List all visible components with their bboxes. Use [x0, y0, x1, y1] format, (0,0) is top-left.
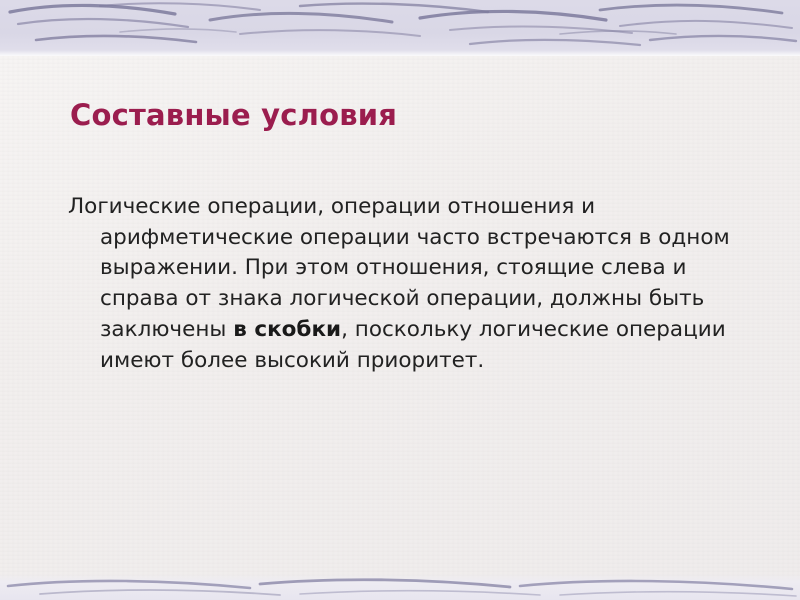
body-text-part-1: Логические операции, операции отношения и арифметические операции часто встречаются в одном выражении. При этом отношения, стоящие слева и справа от знака логической операции, должны быть заключены	[68, 194, 730, 342]
body-paragraph	[68, 192, 768, 376]
body-text-part-2-bold: в скобки	[233, 316, 342, 342]
slide-body	[68, 192, 768, 376]
body-text-part-3: , поскольку логические операции имеют более высокий приоритет.	[100, 316, 726, 373]
brush-stroke-band-top	[0, 0, 800, 56]
slide-title: Составные условия	[70, 98, 398, 132]
bottom-brush-strokes-svg	[0, 574, 800, 600]
band-top-edge	[0, 50, 800, 56]
top-brush-strokes-svg	[0, 0, 800, 56]
brush-stroke-band-bottom	[0, 574, 800, 600]
